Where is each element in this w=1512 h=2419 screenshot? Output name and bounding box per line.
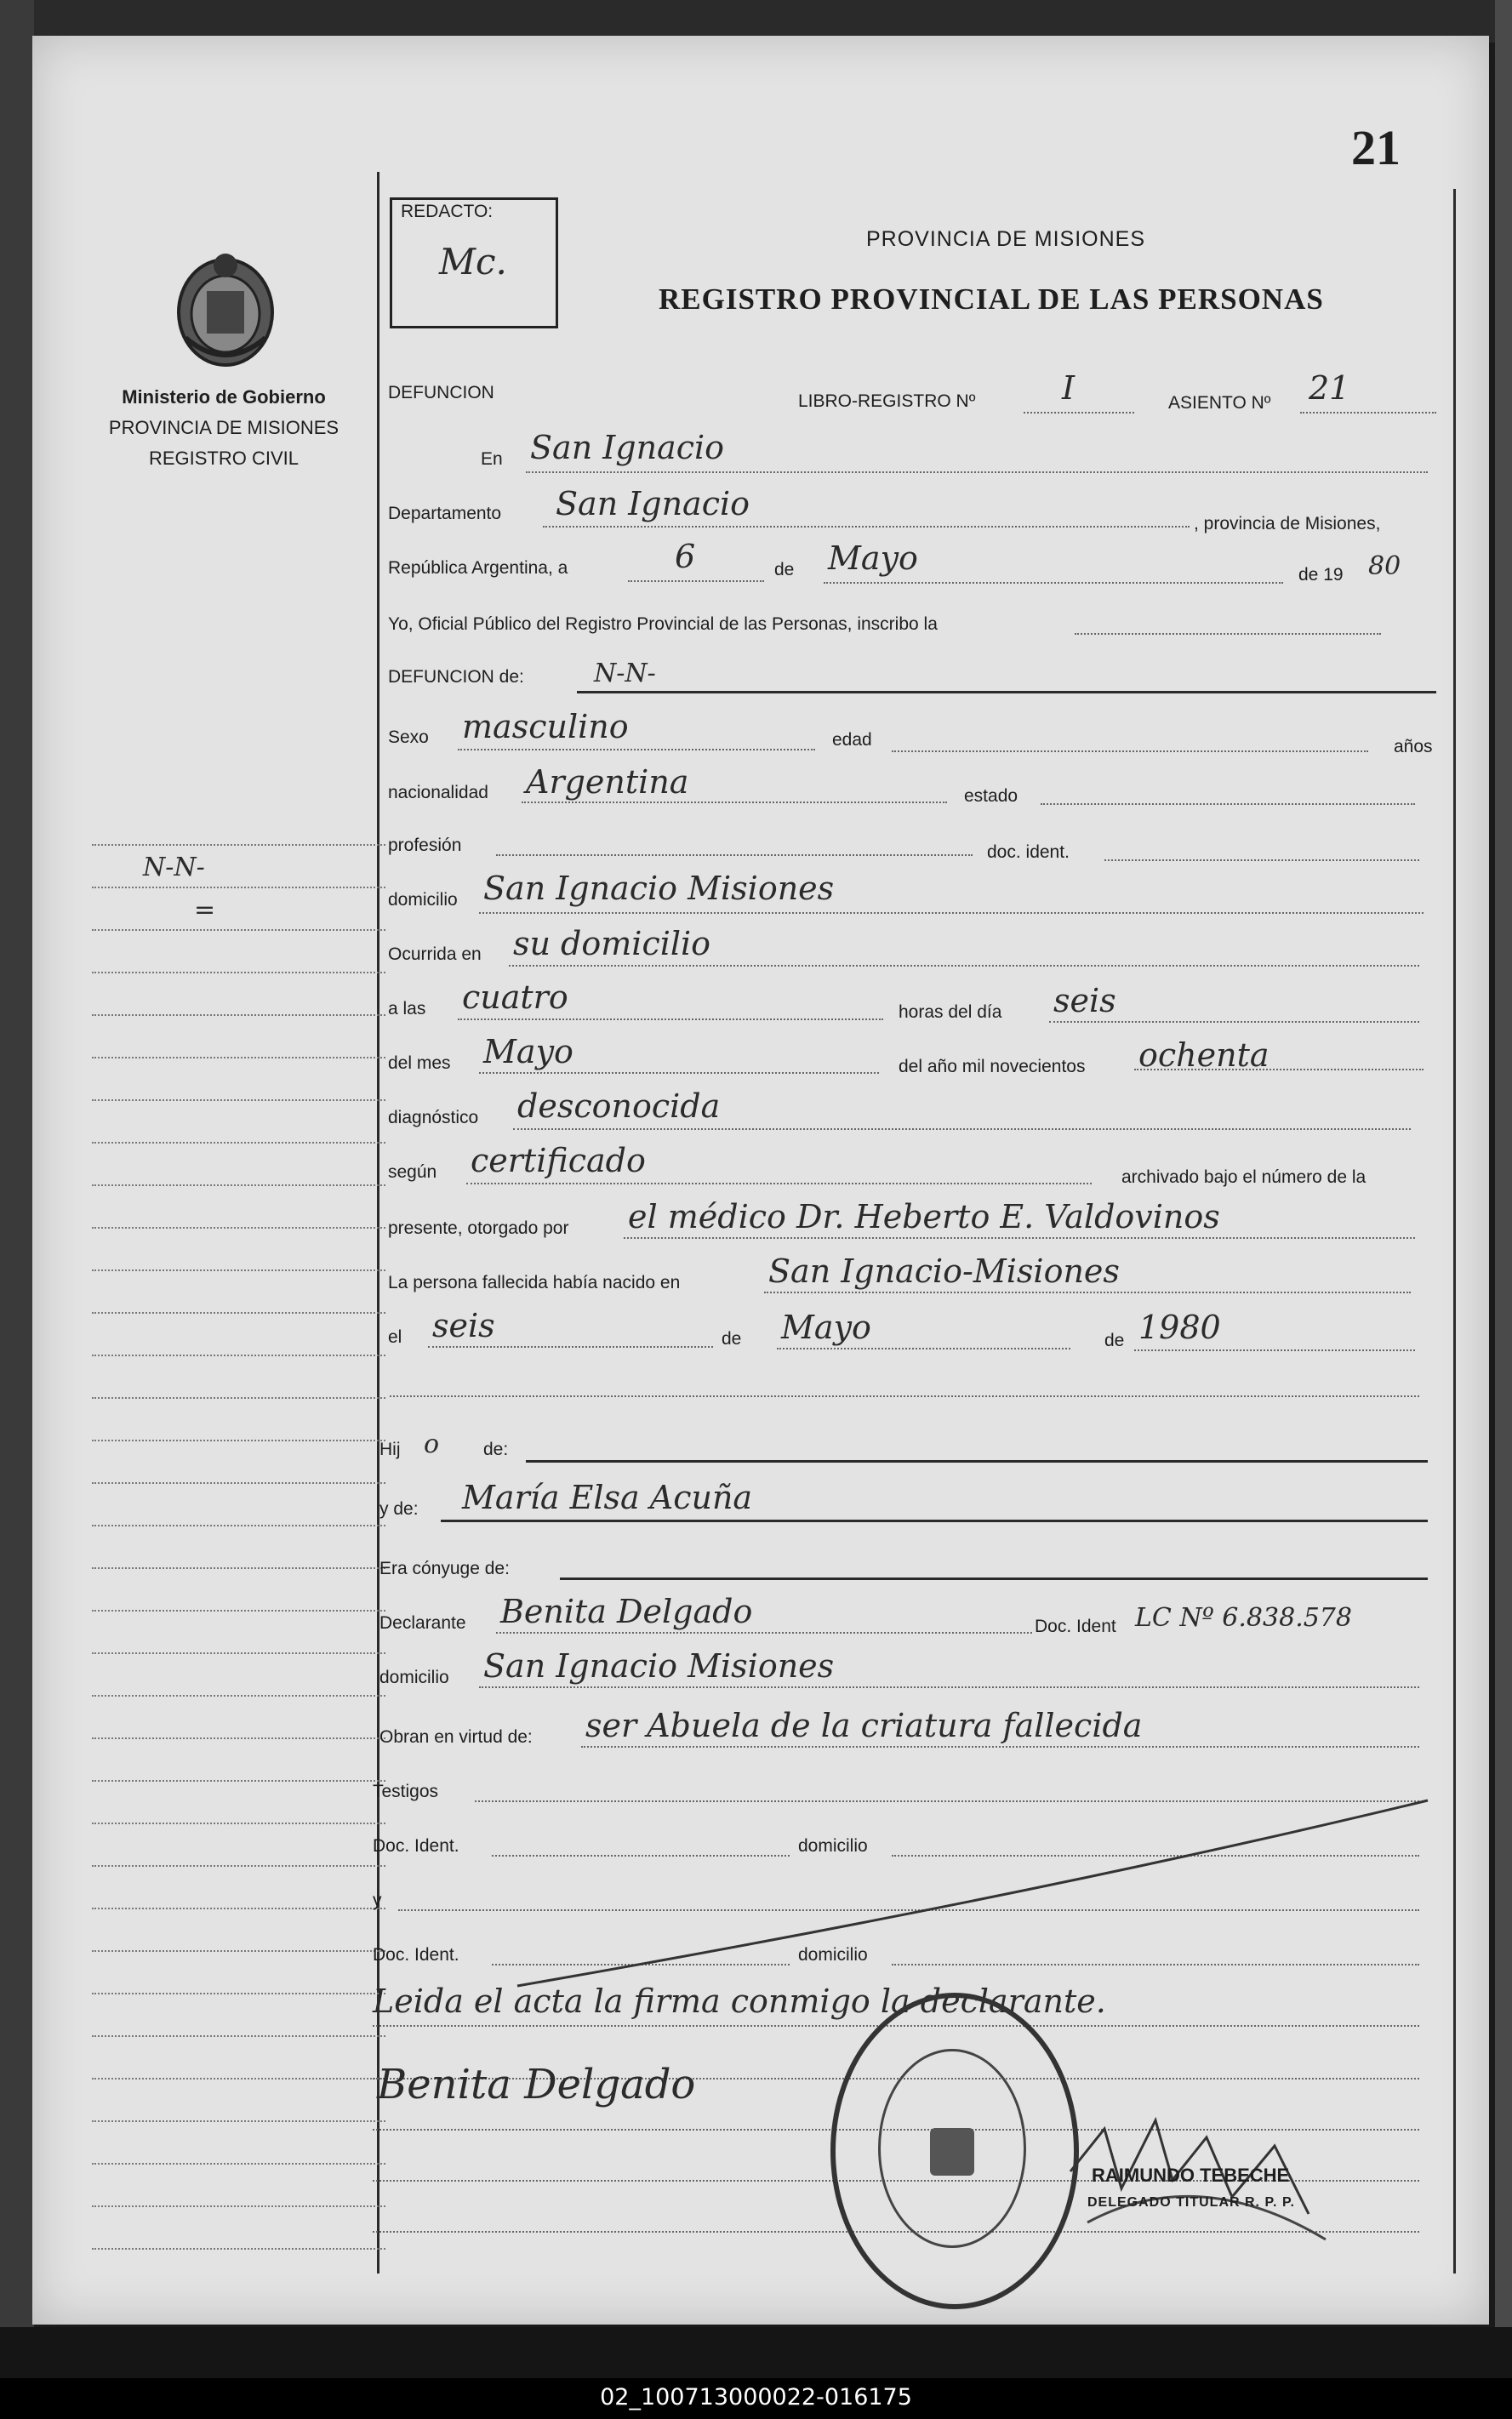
margin-rule [92, 1737, 385, 1739]
month-value: Mayo [828, 539, 918, 577]
margin-rule [92, 1397, 385, 1399]
margin-rule [92, 972, 385, 973]
stamp-inner-ring [878, 2049, 1026, 2248]
domicilio4-label: domicilio [798, 1945, 868, 1965]
alas-value: cuatro [462, 978, 568, 1016]
field-line [581, 1746, 1419, 1748]
field-line [496, 854, 973, 856]
margin-rule [92, 1823, 385, 1824]
departamento-label: Departamento [388, 504, 502, 523]
coat-of-arms-icon [168, 244, 283, 372]
field-line [1075, 633, 1381, 635]
field-line [479, 1072, 879, 1074]
oficial-text: Yo, Oficial Público del Registro Provincial de las Personas, inscribo la [388, 614, 938, 634]
margin-rule [92, 1950, 385, 1952]
doc-ident2-label: Doc. Ident [1035, 1617, 1116, 1636]
yde-value: María Elsa Acuña [462, 1479, 753, 1516]
margin-rule [92, 1610, 385, 1612]
declarant-signature: Benita Delgado [377, 2061, 696, 2108]
en-value: San Ignacio [530, 429, 725, 466]
doc-ident4-label: Doc. Ident. [373, 1945, 459, 1965]
obran-label: Obran en virtud de: [379, 1727, 533, 1747]
testigos-label: Testigos [373, 1782, 439, 1801]
field-line [458, 1018, 883, 1020]
yde-label: y de: [379, 1499, 419, 1519]
margin-rule [92, 1142, 385, 1144]
field-line [496, 1632, 1032, 1634]
field-line [466, 1183, 1092, 1184]
anio-label: del año mil novecientos [899, 1057, 1086, 1076]
margin-note-name: N-N- [143, 853, 205, 882]
libro-label: LIBRO-REGISTRO Nº [798, 391, 976, 411]
margin-rule [92, 1482, 385, 1484]
field-line [543, 526, 1190, 528]
republica-label: República Argentina, a [388, 558, 568, 578]
mes-value: Mayo [483, 1033, 573, 1070]
field-line [390, 1395, 1419, 1397]
ministry-name: Ministerio de Gobierno [122, 386, 326, 408]
year-prefix-label: de 19 [1298, 565, 1344, 585]
margin-rule [92, 887, 385, 888]
margin-rule [92, 929, 385, 931]
scan-left-edge [0, 0, 34, 2419]
margin-rule [92, 1227, 385, 1229]
field-line [624, 1237, 1415, 1239]
act-type-label: DEFUNCION [388, 383, 494, 402]
redacto-box [390, 197, 558, 328]
libro-value: I [1062, 369, 1076, 407]
margin-rule [92, 2035, 385, 2037]
margin-rule [92, 1993, 385, 1994]
closing-text: Leida el acta la firma conmigo la declarante. [373, 1983, 1106, 2020]
nacionalidad-value: Argentina [526, 763, 689, 801]
field-line [1041, 803, 1415, 805]
field-line [1049, 1021, 1419, 1023]
doc-ident2-value: LC Nº 6.838.578 [1135, 1603, 1352, 1633]
en-label: En [481, 449, 503, 469]
margin-rule [92, 1014, 385, 1016]
margin-rule [92, 1780, 385, 1782]
hij-de-label: de: [483, 1440, 509, 1459]
nacido-label: La persona fallecida había nacido en [388, 1273, 681, 1292]
ministry-province: PROVINCIA DE MISIONES [108, 417, 339, 438]
margin-rule [92, 1695, 385, 1697]
margin-rule [92, 1652, 385, 1654]
field-line [526, 1460, 1428, 1463]
estado-label: estado [964, 786, 1018, 806]
margin-rule [92, 2248, 385, 2250]
right-margin-rule [1453, 189, 1456, 2274]
day-value: 6 [675, 538, 696, 575]
dia-value: seis [1053, 982, 1116, 1019]
footer-id: 02_100713000022-016175 [600, 2384, 912, 2410]
field-line [479, 912, 1424, 914]
profesion-label: profesión [388, 836, 462, 855]
edad-label: edad [832, 730, 872, 750]
nacido-value: San Ignacio-Misiones [768, 1252, 1120, 1290]
declarante-value: Benita Delgado [500, 1593, 753, 1630]
header-province: PROVINCIA DE MISIONES [866, 227, 1146, 251]
y-label: y [373, 1891, 382, 1910]
scan-bottom-edge [0, 2327, 1512, 2378]
domicilio-label: domicilio [388, 890, 458, 910]
field-line [628, 580, 764, 582]
field-line [892, 750, 1368, 752]
margin-rule [92, 1355, 385, 1356]
margin-note-mark: = [194, 895, 216, 925]
margin-rule [92, 1269, 385, 1271]
el-value: seis [432, 1307, 495, 1344]
field-line [560, 1577, 1428, 1580]
departamento-value: San Ignacio [556, 485, 750, 522]
field-line [428, 1346, 713, 1348]
scan-right-edge [1495, 0, 1512, 2419]
field-line [1300, 412, 1436, 414]
field-line [824, 582, 1283, 584]
conyuge-label: Era cónyuge de: [379, 1559, 510, 1578]
ocurrida-value: su domicilio [513, 925, 711, 962]
asiento-value: 21 [1309, 369, 1350, 407]
de2-label: de [722, 1329, 742, 1349]
redacto-initials: Mc. [439, 241, 507, 282]
ocurrida-label: Ocurrida en [388, 944, 482, 964]
field-line [522, 802, 947, 803]
nacionalidad-label: nacionalidad [388, 783, 488, 802]
alas-label: a las [388, 999, 426, 1018]
presente-value: el médico Dr. Heberto E. Valdovinos [628, 1198, 1220, 1235]
delmes-label: del mes [388, 1053, 451, 1073]
margin-rule [92, 2205, 385, 2207]
anio2-value: 1980 [1138, 1309, 1221, 1346]
margin-rule [92, 1057, 385, 1058]
field-line [509, 965, 1419, 967]
de3-label: de [1104, 1331, 1125, 1350]
margin-rule [92, 1184, 385, 1186]
margin-rule [92, 1567, 385, 1569]
doc-ident-label: doc. ident. [987, 842, 1070, 862]
domicilio2-value: San Ignacio Misiones [483, 1647, 835, 1685]
field-line [1024, 412, 1134, 414]
diagnostico-value: desconocida [517, 1087, 721, 1125]
segun-value: certificado [471, 1142, 646, 1179]
field-line [1104, 859, 1419, 861]
provincia-text: , provincia de Misiones, [1194, 514, 1381, 533]
presente-label: presente, otorgado por [388, 1218, 569, 1238]
redacto-label: REDACTO: [401, 202, 494, 221]
field-line [441, 1520, 1428, 1522]
anos-label: años [1394, 737, 1433, 756]
mes2-value: Mayo [781, 1309, 871, 1346]
page-number: 21 [1351, 120, 1401, 175]
de-label: de [774, 560, 795, 579]
margin-rule [92, 2120, 385, 2122]
field-line [526, 471, 1428, 473]
document-page [32, 36, 1489, 2325]
margin-rule [92, 1908, 385, 1909]
margin-rule [92, 1525, 385, 1526]
defuncion-de-label: DEFUNCION de: [388, 667, 524, 687]
field-line [513, 1128, 1411, 1130]
diagnostico-label: diagnóstico [388, 1108, 479, 1127]
civil-registry: REGISTRO CIVIL [148, 448, 300, 469]
field-line [764, 1292, 1411, 1293]
sexo-label: Sexo [388, 727, 429, 747]
field-line [577, 691, 1436, 693]
field-line [1134, 1069, 1424, 1070]
margin-rule [92, 1440, 385, 1441]
asiento-label: ASIENTO Nº [1168, 393, 1271, 413]
stamp-emblem [930, 2128, 974, 2176]
hij-label: Hij [379, 1440, 401, 1459]
segun-label: según [388, 1162, 437, 1182]
year-suffix-value: 80 [1368, 551, 1401, 581]
margin-rule [92, 2163, 385, 2165]
field-line [479, 1686, 1419, 1688]
margin-rule [92, 1865, 385, 1867]
domicilio-value: San Ignacio Misiones [483, 870, 835, 907]
field-line [777, 1348, 1070, 1349]
domicilio2-label: domicilio [379, 1668, 449, 1687]
horas-label: horas del día [899, 1002, 1002, 1022]
doc-ident3-label: Doc. Ident. [373, 1836, 459, 1856]
sexo-value: masculino [462, 708, 629, 745]
el-label: el [388, 1327, 402, 1347]
margin-rule [92, 2078, 385, 2080]
official-stamp [830, 1993, 1079, 2309]
ministry-block [83, 386, 364, 470]
domicilio3-label: domicilio [798, 1836, 868, 1856]
declarante-label: Declarante [379, 1613, 466, 1633]
obran-value: ser Abuela de la criatura fallecida [585, 1707, 1143, 1744]
anio-value: ochenta [1138, 1036, 1270, 1074]
margin-rule [92, 844, 385, 846]
official-title: DELEGADO TITULAR R. P. P. [1087, 2195, 1295, 2210]
margin-rule [92, 1312, 385, 1314]
margin-rule [92, 1099, 385, 1101]
official-name: RAIMUNDO TEBECHE [1092, 2165, 1290, 2186]
defuncion-de-value: N-N- [594, 659, 656, 688]
field-line [1134, 1349, 1415, 1351]
cancel-stroke [509, 1797, 1445, 2001]
archivado-label: archivado bajo el número de la [1121, 1167, 1367, 1187]
field-line [458, 749, 815, 750]
hij-suffix: o [424, 1429, 440, 1459]
header-registry: REGISTRO PROVINCIAL DE LAS PERSONAS [659, 282, 1324, 316]
